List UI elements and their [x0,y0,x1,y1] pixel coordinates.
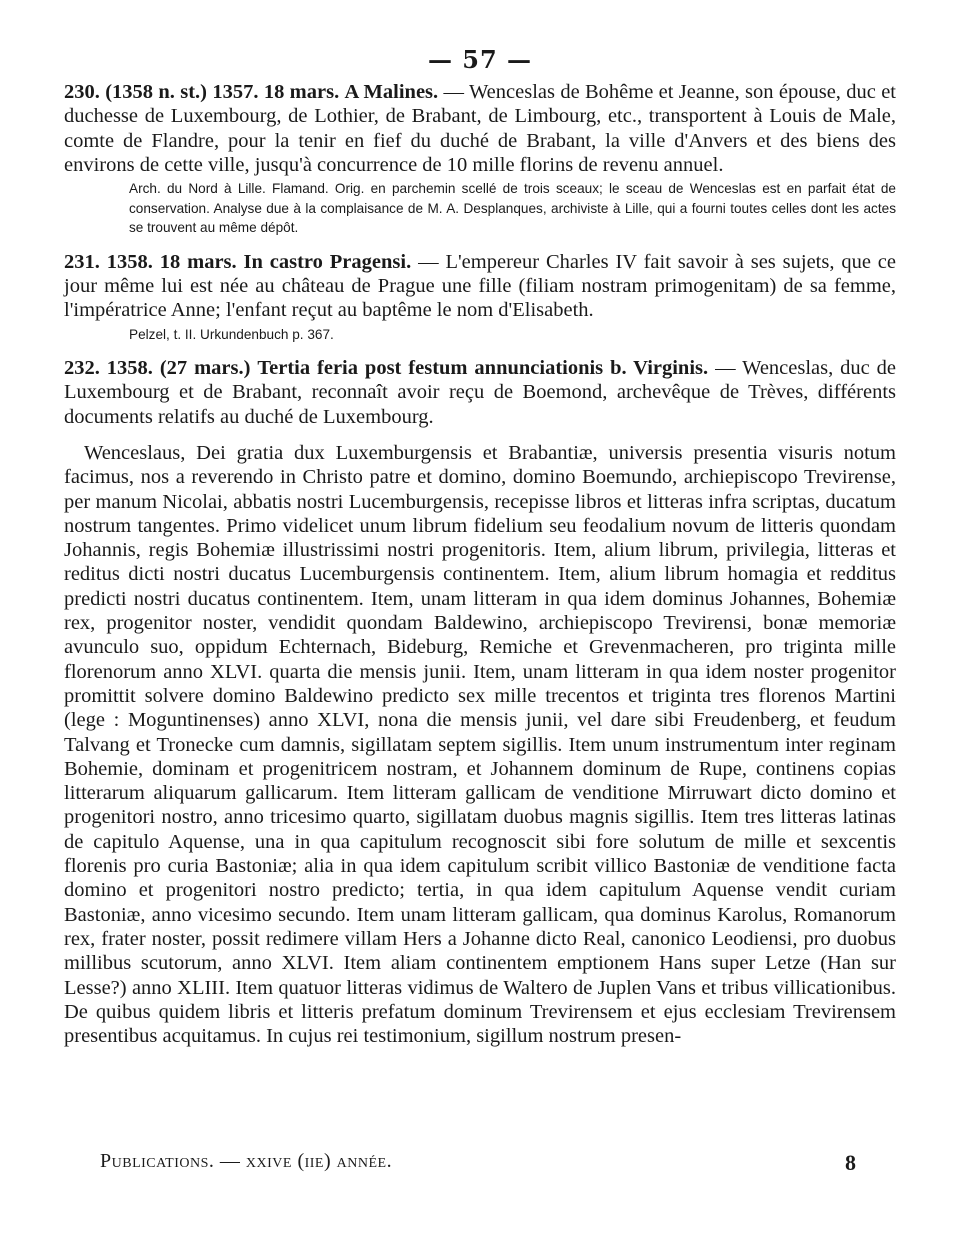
entry-text: — Wenceslas de Bohême et Jeanne, son épouse, duc et duchesse de Luxembourg, de Lothier, de Brabant, de Limbourg, etc., transportent à Louis de Male, comte de Flandre, pour la tenir en fief du duché de Brabant, la ville d'Anvers et des biens des environs de cette ville, jusqu'à concurrence de 10 mille florins de revenu annuel. [64,81,896,176]
entry-230 [64,80,896,177]
page [64,40,896,1048]
spacer [64,344,896,356]
entry-date: (1358 n. st.) 1357. 18 mars. [105,81,340,103]
entry-number: 230. [64,81,100,103]
page-number: — 57 — [427,45,533,74]
entry-source: Pelzel, t. II. Urkundenbuch p. 367. [129,326,334,342]
entry-date: 1358. (27 mars.) [106,357,251,380]
entry-place: A Malines. [344,81,439,103]
entry-source: Arch. du Nord à Lille. Flamand. Orig. en parchemin scellé de trois sceaux; le sceau de Wenceslas est en parfait état de conservation. Analyse due à la complaisance de M. A. Desplanques, archiviste à Lille, qui a fourni toutes celles dont les actes se trouvent au même dépôt. [129,181,896,236]
charter-text: Wenceslaus, Dei gratia dux Luxemburgensis et Brabantiæ, universis presentia visuris notum facimus, nos a reverendo in Christo patre et domino, domino Boemundo, archiepiscopo Trevirense, per manum Nicolai, abbatis nostri Lucemburgensis, recepisse libros et litteras infra scriptas, ducatum nostrum tangentes. Primo videlicet unum librum fidelium seu feodalium novum de litteris quondam Johannis, regis Bohemiæ illustrissimi nostri progenitoris. Item, alium librum, privilegia, litteras et reditus dicti nostri ducatus Lucemburgensis continentem. Item, alium librum homagia et redditus predicti nostri ducatus continentem. Item, unam litteram in qua idem dominus Johannes, Bohemiæ rex, progenitor noster, vendidit quondam Baldewino, archiepiscopo Trevirensi, bonæ memoriæ avunculo suo, oppidum Echternach, Bideburg, Remiche et Grevenmacheren, pro triginta mille florenorum anno XLVI. quarta die mensis junii. Item, unam litteram in qua idem noster progenitor promittit solvere domino Baldewino predicto sex mille trecentos et triginta tres florenos Martini (lege : Moguntinenses) anno XLVI, nona die mensis junii, vel dare sibi Freudenberg, et feudum Talvang et Tronecke cum damnis, sigillatam septem sigillis. Item unum instrumentum inter reginam Bohemie, dominam et progenitricem nostram, et Johannem dominum de Rupe, continens copias litterarum aliquarum gallicarum. Item litteram gallicam de venditione Mirruwart dicto domino et progenitori nostro, anno tricesimo quarto, sigillatam duobus magnis sigillis. Item tres litteras latinas de capitulo Aquense, una in qua capitulum recognoscit sibi fore solutum de mille et sexcentis florenis pro curia Bastoniæ; alia in qua idem capitulum scribit villico Bastoniæ de venditione facta domino et progenitori nostro predicto; tertia, in qua idem capitulum Aquense vendit curiam Bastoniæ, anno vicesimo secundo. Item unam litteram gallicam, qua dominus Karolus, Romanorum rex, frater noster, possit redimere villam Hers a Johanne dicto Real, canonico Leodiensi, pro duobus millibus scutorum, anno XLVI. Item aliam continentem emptionem Hans super Letze (Han sur Lesse?) anno XLIII. Item quatuor litteras vidimus de Waltero de Juplen Vans et tribus villicationibus. De quibus quidem libris et litteris prefatum dominum Trevirensem et ejus ecclesiam Trevirensem presentibus acquitamus. In cujus rei testimonium, sigillum nostrum presen- [64,441,896,1048]
entry-number: 231. [64,250,100,273]
entry-date: 1358. 18 mars. [106,250,237,273]
signature-mark: 8 [845,1150,856,1175]
spacer [64,429,896,441]
publication-line: Publications. — xxive (iie) année. [100,1150,393,1172]
entry-231 [64,250,896,323]
entry-number: 232. [64,357,100,380]
entry-place: In castro Pragensi. [243,250,412,273]
entry-text: — Wenceslas, duc de Luxembourg et de Brabant, reconnaît avoir reçu de Boemond, archevêque de Trèves, différents documents relatifs au duché de Luxembourg. [64,357,897,428]
page-footer [100,1150,896,1180]
entry-place: Tertia feria post festum annunciationis b. Virginis. [257,357,709,380]
entry-text: — L'empereur Charles IV fait savoir à ses sujets, que ce jour même lui est née au château de Prague une fille (filiam nostram primogenitam) de sa femme, l'impératrice Anne; l'enfant reçut au baptême le nom d'Elisabeth. [64,250,897,322]
entry-232 [64,356,896,429]
spacer [64,238,896,250]
